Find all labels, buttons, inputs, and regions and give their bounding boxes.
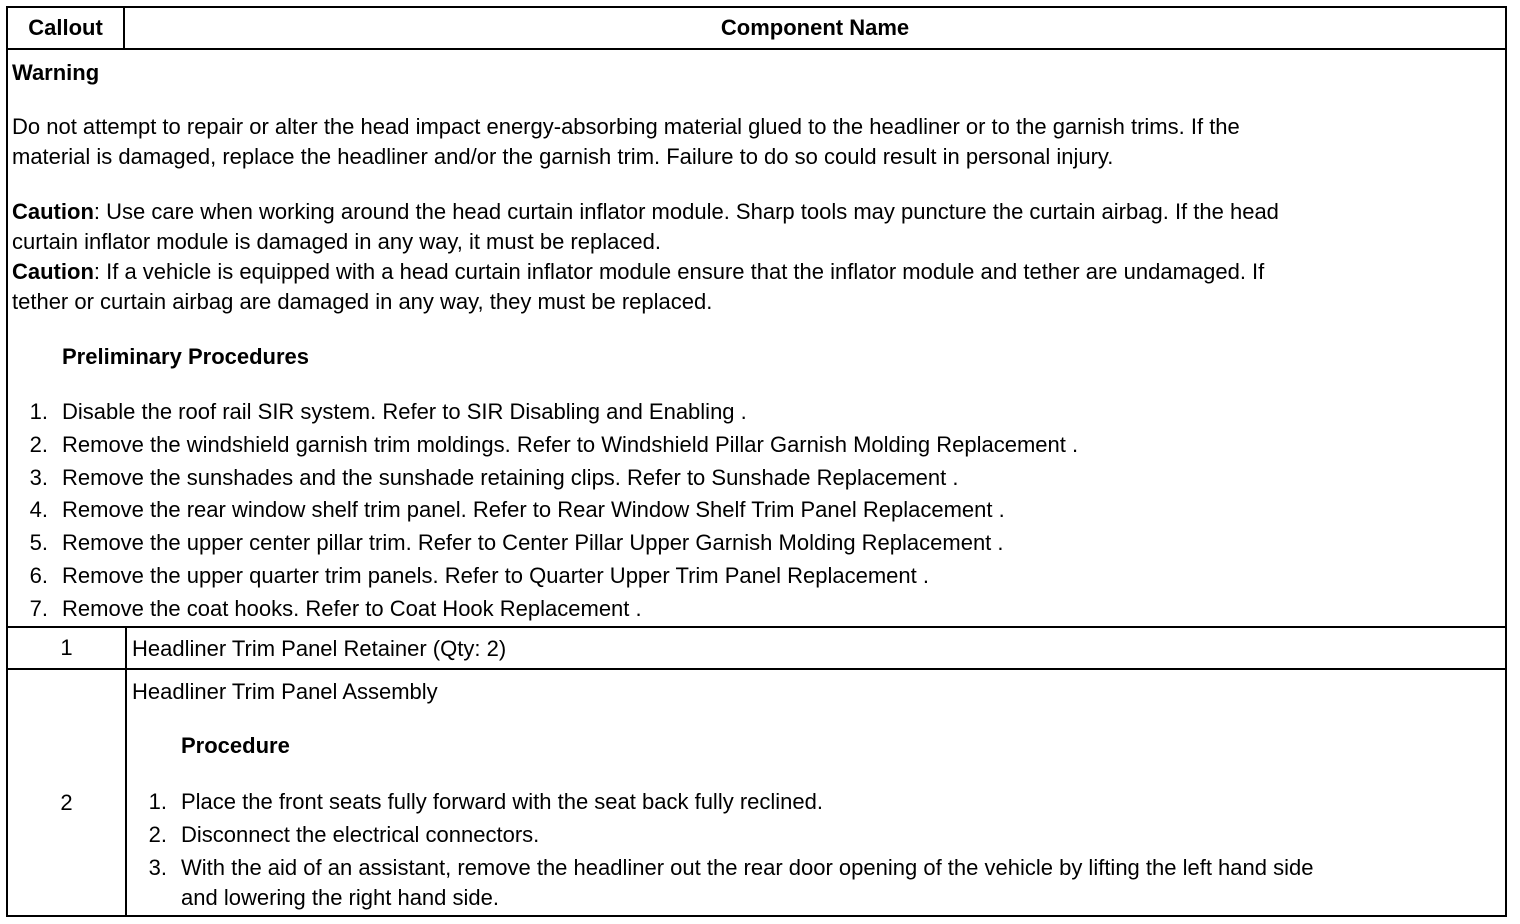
step-number: 1. xyxy=(29,399,48,424)
caution-2-line-2: tether or curtain airbag are damaged in any way, they must be replaced. xyxy=(12,289,713,314)
caution-2-line-1 xyxy=(12,257,1264,287)
step-text: Disconnect the electrical connectors. xyxy=(181,822,540,847)
step-number: 2. xyxy=(148,822,167,847)
intro-section xyxy=(8,50,1505,628)
table-row xyxy=(8,628,1505,670)
step-text: Remove the upper quarter trim panels. Refer to Quarter Upper Trim Panel Replacement . xyxy=(62,563,929,588)
callout-number: 2 xyxy=(60,790,73,815)
step-text: With the aid of an assistant, remove the headliner out the rear door opening of the vehicle by lifting the left hand side xyxy=(181,855,1314,880)
step-number: 6. xyxy=(29,563,48,588)
procedure-title: Procedure xyxy=(181,733,290,758)
warning-title: Warning xyxy=(12,60,100,85)
caution-1-line-2: curtain inflator module is damaged in any way, it must be replaced. xyxy=(12,229,661,254)
step-text: Remove the windshield garnish trim moldings. Refer to Windshield Pillar Garnish Molding Replacement . xyxy=(62,432,1079,457)
step-number: 1. xyxy=(148,789,167,814)
caution-label: Caution xyxy=(12,259,94,284)
component-cell xyxy=(127,628,1505,668)
caution-label: Caution xyxy=(12,199,94,224)
preliminary-procedures-title: Preliminary Procedures xyxy=(62,344,310,369)
caution-1-text: : Use care when working around the head curtain inflator module. Sharp tools may puncture the curtain airbag. If the head xyxy=(93,199,1279,224)
step-number: 3. xyxy=(148,855,167,880)
step-text: Place the front seats fully forward with the seat back fully reclined. xyxy=(181,789,823,814)
component-name: Headliner Trim Panel Retainer (Qty: 2) xyxy=(132,636,507,661)
component-cell xyxy=(127,670,1505,915)
step-number: 5. xyxy=(29,530,48,555)
step-text: Remove the sunshades and the sunshade retaining clips. Refer to Sunshade Replacement . xyxy=(62,465,959,490)
warning-text-line-1: Do not attempt to repair or alter the head impact energy-absorbing material glued to the headliner or to the garnish trims. If the xyxy=(12,114,1240,139)
component-name-header: Component Name xyxy=(720,15,910,40)
step-text: Disable the roof rail SIR system. Refer to SIR Disabling and Enabling . xyxy=(62,399,747,424)
caution-2-text: : If a vehicle is equipped with a head curtain inflator module ensure that the inflator module and tether are undamaged. If xyxy=(93,259,1265,284)
step-text-continued: and lowering the right hand side. xyxy=(181,885,499,910)
callout-header: Callout xyxy=(8,8,125,48)
callout-cell: 1 xyxy=(8,628,127,668)
warning-text-line-2: material is damaged, replace the headliner and/or the garnish trim. Failure to do so could result in personal injury. xyxy=(12,144,1114,169)
component-table xyxy=(6,6,1507,917)
table-row xyxy=(8,670,1505,915)
step-number: 2. xyxy=(29,432,48,457)
step-number: 7. xyxy=(29,596,48,621)
step-number: 4. xyxy=(29,497,48,522)
step-text: Remove the coat hooks. Refer to Coat Hook Replacement . xyxy=(62,596,642,621)
callout-cell xyxy=(8,670,127,915)
table-header xyxy=(8,8,1505,50)
step-number: 3. xyxy=(29,465,48,490)
caution-1-line-1 xyxy=(12,197,1279,227)
component-name: Headliner Trim Panel Assembly xyxy=(132,679,438,704)
step-text: Remove the upper center pillar trim. Refer to Center Pillar Upper Garnish Molding Replacement . xyxy=(62,530,1004,555)
step-text: Remove the rear window shelf trim panel. Refer to Rear Window Shelf Trim Panel Replacement . xyxy=(62,497,1005,522)
